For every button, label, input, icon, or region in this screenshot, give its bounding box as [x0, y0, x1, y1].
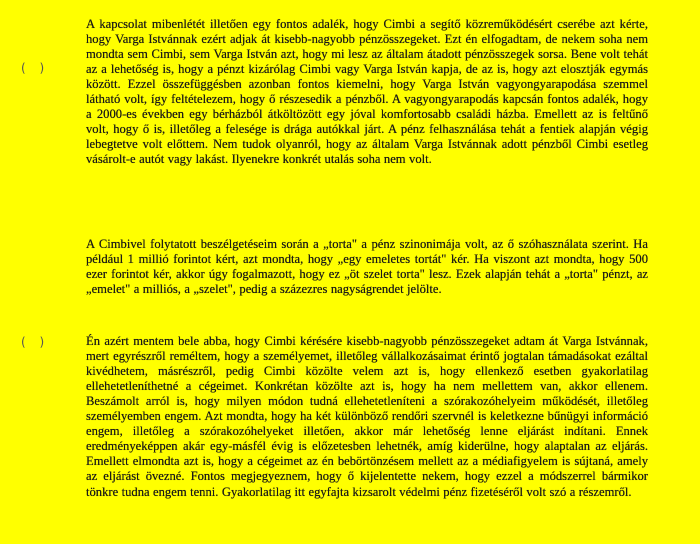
paragraph-cimbi-payments: A kapcsolat mibenlétét illetően egy fontos adalék, hogy Cimbi a segítő közreműködésért cserébe azt kérte, hogy Varga Istvánnak ezért adjak át kisebb-nagyobb pénzösszegeket. Ezt én elfogadtam, de nekem soha nem mondta sem Cimbi, sem Varga István azt, hogy mi lesz az általam átadott pénzösszegek sorsa. Bene volt tehát az a lehetőség is, hogy a pénzt kizárólag Cimbi vagy Varga István kapja, de az is, hogy azt elosztják egymás között. Ezzel összefüggésben azonban fontos kiemelni, hogy Varga István vagyongyarapodása szemmel látható volt, így feltételezem, hogy ő részesedik a pénzből. A vagyongyarapodás kapcsán fontos adalék, hogy a 2000-es években egy bérházból átköltözött egy jóval komfortosabb családi házba. Emellett az is feltűnő volt, hogy ő is, illetőleg a felesége is drága autókkal járt. A pénz felhasználása tehát a fentiek alapján végig lebegtetve volt előttem. Nem tudok olyanról, hogy az általam Varga Istvánnak adott pénzből Cimbi esetleg vásárolt-e autót vagy lakást. Ilyenekre konkrét utalás soha nem volt.	[86, 16, 648, 167]
margin-mark: ( )	[21, 61, 50, 75]
paragraph-torta-code: A Cimbivel folytatott beszélgetéseim során a „torta" a pénz szinonimája volt, az ő szóhasználata szerint. Ha például 1 millió forintot kért, azt mondta, hogy „egy emeletes tortát" kér. Ha viszont azt mondta, hogy 500 ezer forintot kér, akkor úgy fogalmazott, hogy ez „öt szelet torta" lesz. Ezek alapján tehát a „torta" pénzt, az „emelet" a milliós, a „szelet", pedig a százezres nagyságrendet jelölte.	[86, 236, 648, 296]
paragraph-reasons: Én azért mentem bele abba, hogy Cimbi kérésére kisebb-nagyobb pénzösszegeket adtam át Varga Istvánnak, mert egyrészről reméltem, hogy a személyemet, illetőleg vállalkozásaimat érintő jogtalan támadásokat ezáltal kivédhetem, másrészről, pedig Cimbi közölte velem azt is, hogy ellenkező esetben gyakorlatilag ellehetetleníthetné a cégeimet. Konkrétan közölte azt is, hogy ha nem mellettem van, akkor ellenem. Beszámolt arról is, hogy milyen módon tudná ellehetetleníteni a szórakozóhelyeim működését, illetőleg személyemben engem. Azt mondta, hogy ha két különböző rendőri szervnél is keletkezne bűnügyi információ engem, illetőleg a szórakozóhelyeket illetően, akkor már lehetőség lenne eljárást indítani. Ennek eredményeképpen akár egy-másfél évig is előzetesben lehetnék, amíg kiderülne, hogy alaptalan az eljárás. Emellett elmondta azt is, hogy a cégeimet az én bebörtönzésem mellett az a médiafigyelem is sújtaná, amely az eljárást övezné. Fontos megjegyeznem, hogy ő kijelentette nekem, hogy ezzel a módszerrel bármikor tönkre tudna engem tenni. Gyakorlatilag itt egyfajta kizsarolt védelmi pénz fizetéséről volt szó a részemről.	[86, 333, 648, 499]
margin-mark: ( )	[21, 335, 50, 349]
